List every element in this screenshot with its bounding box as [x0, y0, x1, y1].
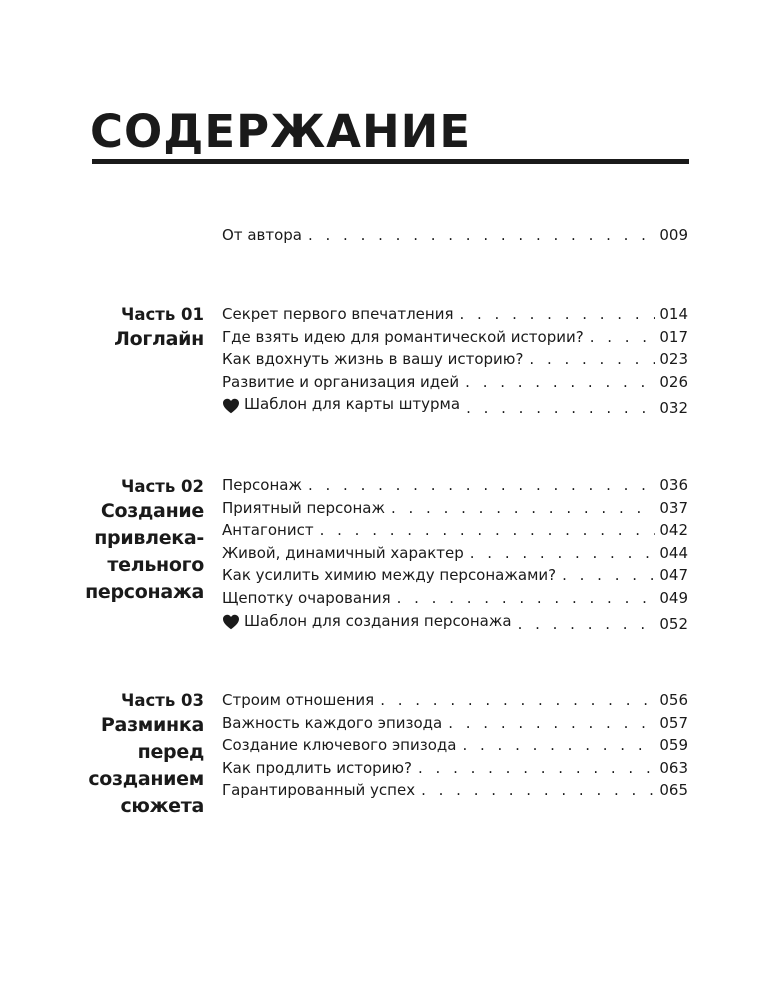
- toc-entry-page: 059: [659, 736, 688, 755]
- part-title-line: Разминка: [100, 714, 204, 736]
- dot-leader: [529, 348, 655, 371]
- toc-entry-label-with-icon: [222, 610, 512, 633]
- toc-entry[interactable]: [222, 326, 688, 349]
- dot-leader: [465, 371, 655, 394]
- part-01-heading: [54, 304, 204, 353]
- toc-entry-page: 044: [659, 543, 688, 562]
- part-number: Часть 01: [121, 305, 204, 324]
- toc-entry[interactable]: [222, 734, 688, 757]
- part-title-line: тельного: [107, 554, 204, 576]
- toc-entry[interactable]: [222, 689, 688, 712]
- toc-entry-label: От автора: [222, 226, 302, 244]
- dot-leader: [562, 564, 655, 587]
- toc-entry-label: Развитие и организация идей: [222, 372, 460, 391]
- dot-leader: [308, 474, 655, 497]
- part-title-line: Логлайн: [114, 328, 204, 350]
- dot-leader: [308, 224, 655, 247]
- toc-entry-label: Живой, динамичный характер: [222, 543, 464, 562]
- page-title: СОДЕРЖАНИЕ: [90, 105, 472, 158]
- dot-leader: [470, 542, 656, 565]
- toc-entry-page: 047: [659, 566, 688, 585]
- toc-entry-label: Гарантированный успех: [222, 781, 416, 800]
- toc-entry-page: 026: [659, 372, 688, 391]
- toc-entry-label: Щепотку очарования: [222, 588, 391, 607]
- toc-entry-page: 042: [659, 521, 688, 540]
- toc-entry[interactable]: [222, 519, 688, 542]
- toc-entry-page: 057: [659, 713, 688, 732]
- toc-entry-page: 052: [659, 614, 688, 633]
- dot-leader: [590, 326, 656, 349]
- toc-entry[interactable]: [222, 610, 688, 633]
- toc-entry[interactable]: [222, 371, 688, 394]
- toc-entry-label: Персонаж: [222, 476, 302, 494]
- part-number: Часть 02: [121, 477, 204, 496]
- toc-entry-page: 065: [659, 781, 688, 800]
- part-03-heading: [54, 690, 204, 820]
- toc-entry-page: 009: [659, 226, 688, 244]
- part-02-list: [222, 474, 688, 632]
- part-03-list: [222, 689, 688, 802]
- toc-entry-label-text: Шаблон для карты штурма: [244, 395, 461, 414]
- dot-leader: [518, 613, 656, 636]
- part-title-line: созданием: [88, 768, 204, 790]
- toc-entry-label: Важность каждого эпизода: [222, 713, 443, 732]
- toc-entry-label: Где взять идею для романтической истории?: [222, 327, 584, 346]
- dot-leader: [391, 497, 655, 520]
- toc-entry[interactable]: [222, 712, 688, 735]
- dot-leader: [397, 587, 656, 610]
- toc-entry-label: Секрет первого впечатления: [222, 305, 454, 323]
- dot-leader: [320, 519, 656, 542]
- dot-leader: [459, 303, 655, 326]
- toc-entry-label: Как продлить историю?: [222, 758, 412, 777]
- toc-entry[interactable]: [222, 303, 688, 326]
- part-title-line: сюжета: [120, 795, 204, 817]
- dot-leader: [421, 779, 655, 802]
- toc-entry-page: 014: [659, 305, 688, 323]
- toc-entry-label: Создание ключевого эпизода: [222, 736, 457, 755]
- dot-leader: [448, 712, 655, 735]
- toc-entry-label: Строим отношения: [222, 691, 375, 709]
- toc-entry-page: 037: [659, 498, 688, 517]
- toc-entry[interactable]: [222, 497, 688, 520]
- heart-icon: [222, 398, 240, 414]
- toc-entry[interactable]: [222, 224, 688, 247]
- part-title-line: перед: [137, 741, 204, 763]
- toc-entry[interactable]: [222, 542, 688, 565]
- part-01-list: [222, 303, 688, 416]
- toc-entry-label: Как усилить химию между персонажами?: [222, 566, 557, 585]
- toc-entry[interactable]: [222, 393, 688, 416]
- toc-entry-label-with-icon: [222, 393, 460, 416]
- heart-icon: [222, 614, 240, 630]
- toc-entry-page: 056: [659, 691, 688, 709]
- part-number: Часть 03: [121, 691, 204, 710]
- dot-leader: [418, 757, 655, 780]
- dot-leader: [380, 689, 655, 712]
- toc-entry-page: 049: [659, 588, 688, 607]
- part-title-line: Создание: [100, 500, 204, 522]
- dot-leader: [462, 734, 655, 757]
- toc-entry[interactable]: [222, 779, 688, 802]
- toc-entry[interactable]: [222, 587, 688, 610]
- toc-entry[interactable]: [222, 564, 688, 587]
- toc-intro-list: [222, 224, 688, 247]
- part-title-line: привлека-: [94, 527, 204, 549]
- toc-entry-page: 023: [659, 350, 688, 369]
- toc-entry-page: 036: [659, 476, 688, 494]
- part-02-heading: [54, 476, 204, 606]
- toc-entry-page: 017: [659, 327, 688, 346]
- toc-entry-page: 032: [659, 398, 688, 417]
- title-rule: [92, 159, 689, 164]
- toc-entry[interactable]: [222, 348, 688, 371]
- dot-leader: [466, 397, 655, 420]
- toc-entry-label-text: Шаблон для создания персонажа: [244, 611, 512, 630]
- toc-entry-page: 063: [659, 758, 688, 777]
- toc-entry-label: Приятный персонаж: [222, 498, 385, 517]
- toc-entry[interactable]: [222, 757, 688, 780]
- part-title-line: персонажа: [85, 581, 204, 603]
- toc-entry-label: Антагонист: [222, 521, 314, 540]
- toc-entry[interactable]: [222, 474, 688, 497]
- toc-entry-label: Как вдохнуть жизнь в вашу историю?: [222, 350, 524, 369]
